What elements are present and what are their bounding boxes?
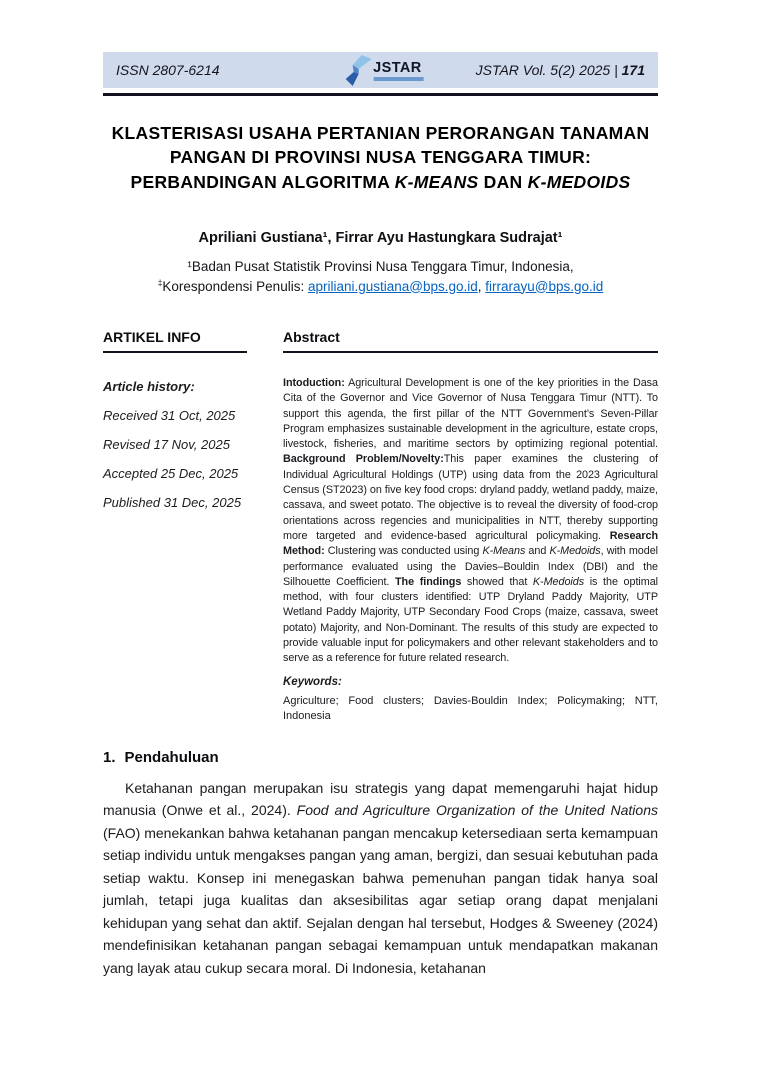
text-segment: K-Medoids [549, 545, 601, 558]
logo-wordmark-block [373, 61, 423, 81]
text-segment: PERBANDINGAN ALGORITMA [130, 171, 395, 192]
article-title [103, 121, 658, 195]
info-abstract-grid [103, 329, 658, 725]
text-segment: showed that [461, 575, 533, 588]
article-history-label: Article history: [103, 379, 195, 394]
text-segment: K-MEANS [394, 171, 479, 192]
title-line-1 [103, 121, 658, 146]
text-segment: The findings [395, 575, 462, 588]
keywords-label: Keywords: [283, 675, 342, 688]
affiliation-block [103, 257, 658, 296]
history-item-revised: Revised 17 Nov, 2025 [103, 437, 230, 452]
text-segment: , with model performance evaluated using the Davies–Bouldin Index (DBI) and the Silhouette Coefficient. [283, 545, 659, 588]
issn-text: ISSN 2807-6214 [116, 62, 220, 78]
text-segment: Agricultural Development is one of the key priorities in the Dasa Cita of the Governor and Vice Governor of Nusa Tenggara Timur (NTT). To support this agenda, the first pillar of the NTT Government’s Seven-Pillar Program emphasizes sustainable development in the agriculture, estate crops, livestock, fisheries, and maritime sectors by optimizing regional potential. [283, 377, 658, 451]
email-link-1[interactable]: apriliani.gustiana@bps.go.id [307, 278, 478, 294]
text-segment: DAN [478, 171, 528, 192]
text-segment: and [525, 545, 550, 558]
text-segment: KLASTERISASI USAHA PERTANIAN PERORANGAN TANAMAN [111, 122, 650, 143]
keywords-text: Agriculture; Food clusters; Davies-Bouldin Index; Policymaking; NTT, Indonesia [283, 694, 658, 723]
logo-tagline-bar [373, 77, 423, 81]
abstract-column [283, 329, 658, 725]
text-segment: K-Means [482, 545, 526, 558]
email-link-2[interactable]: firrarayu@bps.go.id [485, 278, 604, 294]
text-segment: K-Medoids [532, 575, 585, 588]
text-segment: is the optimal method, with four clusters identified: UTP Dryland Paddy Majority, UTP Wetland Paddy Majority, UTP Secondary Food Crops (maize, cassava, sweet potato) Majority, and Non-Dominant. The results of this study are expected to provide valuable input for policymakers and other relevant stakeholders and to serve as a reference for future related research. [283, 575, 658, 665]
text-segment: K-MEDOIDS [527, 171, 631, 192]
header-rule [103, 93, 658, 96]
abstract-text [283, 376, 658, 667]
body-paragraph [103, 777, 658, 980]
correspondence-line [103, 277, 658, 297]
text-segment: Research Method: [283, 529, 658, 558]
header-bar [103, 52, 658, 88]
text-segment: (FAO) menekankan bahwa ketahanan pangan mencakup ketersediaan serta kemampuan setiap individu untuk mengakses pangan yang aman, bergizi, dan sesuai kebutuhan pada setiap waktu. Konsep ini menegaskan bahwa pemenuhan pangan tidak hanya soal jumlah, tetapi juga kualitas dan aksesibilitas agar setiap orang dapat menjalani kehidupan yang sehat dan aktif. Sejalan dengan hal tersebut, Hodges & Sweeney (2024) mendefinisikan ketahanan pangan sebagai kemampuan untuk mendapatkan makanan yang layak atau cukup secara moral. Di Indonesia, ketahanan [103, 824, 658, 976]
text-segment: Intoduction: [283, 377, 345, 389]
section-number: 1. [103, 748, 116, 766]
title-line-3 [103, 170, 658, 195]
artikel-info-column [103, 329, 283, 510]
artikel-info-heading: ARTIKEL INFO [103, 329, 247, 353]
text-segment: , [477, 278, 486, 294]
text-segment: This paper examines the clustering of Individual Agricultural Holdings (UTP) using data from the 2023 Agricultural Census (ST2023) on five key food crops: dryland paddy, wetland paddy, maize, cassava, and sweet potato. The objective is to reveal the diversity of food-crop orientations across regencies and municipalities in NTT, thereby supporting more targeted and evidence-based agricultural policymaking. [283, 453, 658, 542]
logo-wordmark: JSTAR [373, 59, 422, 76]
authors-line: Apriliani Gustiana¹, Firrar Ayu Hastungkara Sudrajat¹ [198, 230, 563, 246]
history-item-published: Published 31 Dec, 2025 [103, 495, 242, 510]
text-segment: ‡ [157, 277, 163, 287]
history-item-accepted: Accepted 25 Dec, 2025 [103, 466, 239, 481]
section-title: Pendahuluan [124, 748, 219, 766]
text-segment: Food and Agriculture Organization of the United Nations [296, 802, 658, 819]
title-line-2 [103, 145, 658, 170]
logo-bolt-icon [344, 55, 371, 86]
text-segment: Korespondensi Penulis: [162, 278, 308, 294]
abstract-heading: Abstract [283, 329, 658, 353]
text-segment: JSTAR Vol. 5(2) 2025 | [475, 62, 622, 78]
text-segment: Clustering was conducted using [324, 545, 483, 558]
text-segment: PANGAN DI PROVINSI NUSA TENGGARA TIMUR: [169, 147, 592, 167]
section-heading [103, 749, 658, 766]
page-content [103, 52, 658, 979]
text-segment: 171 [621, 62, 645, 78]
history-item-received: Received 31 Oct, 2025 [103, 408, 236, 423]
journal-logo [344, 55, 423, 86]
text-segment: Background Problem/Novelty: [283, 453, 444, 466]
volume-info [476, 62, 645, 78]
affiliation-line: ¹Badan Pusat Statistik Provinsi Nusa Tenggara Timur, Indonesia, [187, 259, 574, 274]
text-segment: Ketahanan pangan merupakan isu strategis yang dapat memengaruhi hajat hidup manusia (Onwe et al., 2024). [103, 779, 658, 819]
